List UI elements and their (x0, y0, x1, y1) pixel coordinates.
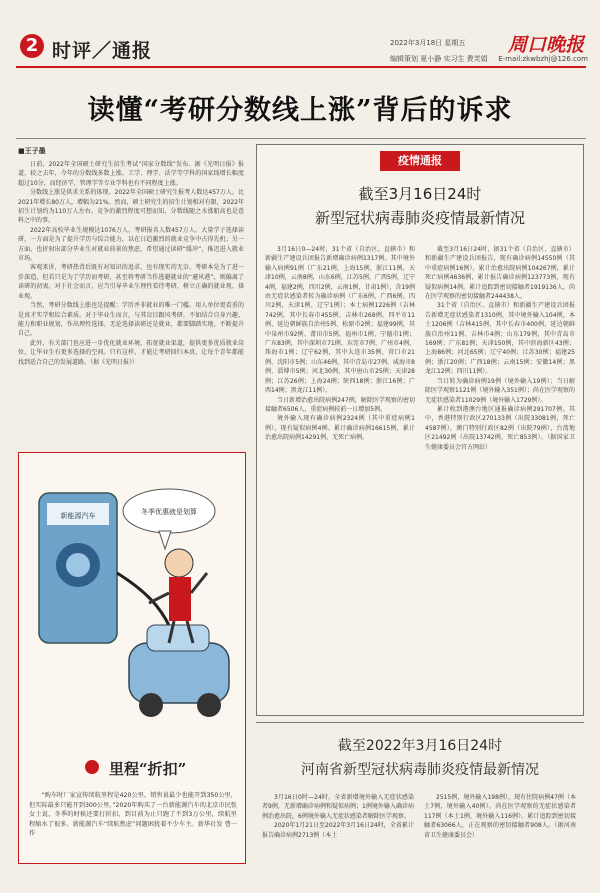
paragraph: 此外，有关部门也应进一步优化就业环境，拓宽就业渠道，提供更多优质就业岗位，让毕业生有更多选择的空间。只有这样，才能让考研回归本真，让每个青年都能找到适合自己的发展道路。（据《光明日报》） (18, 339, 244, 366)
charger-sign-text: 新能源汽车 (60, 512, 96, 520)
page-number-badge: 2 (20, 34, 44, 58)
cartoon-panel (18, 452, 246, 864)
notice-subtitle: 截至3月16日24时 (358, 185, 482, 203)
paragraph: 境外输入现有确诊病例2324例（其中重症病例1例），现有疑似病例4例。累计确诊病例16615例，累计治愈出院病例14291例，无死亡病例。 (265, 415, 415, 442)
section-title: 时评／通报 (52, 40, 153, 62)
paragraph: 当日转为确诊病例19例（境外输入19例）；当日解除医学观察1121例（境外输入351例）；尚在医学观察的无症状感染者11029例（境外输入1729例）。 (425, 377, 575, 404)
notice-badge: 疫情通报 (380, 151, 460, 171)
notice-title: 河南省新型冠状病毒肺炎疫情最新情况 (301, 762, 539, 778)
notice-column-left (262, 793, 414, 863)
editor-credits: 编辑策划 夏小静 实习生 费芙娟 (390, 55, 488, 63)
paragraph: 累计收到港澳台地区通报确诊病例291707例。其中，香港特别行政区270133例（出院33081例，死亡4587例），澳门特别行政区82例（出院79例），台湾地区21492例（出院13742例，死亡853例）。（据国家卫生健康委员会官方网站） (425, 405, 575, 451)
commentary-author: ■王子墨 (18, 147, 46, 155)
notice-subtitle: 截至2022年3月16日24时 (337, 738, 503, 754)
bullet-icon (85, 760, 99, 774)
contact-email: E-mail:zkwbzhj@126.com (498, 55, 588, 63)
headline-divider (16, 138, 586, 139)
paragraph: 31个省（自治区、直辖市）和新疆生产建设兵团报告新增无症状感染者1310例，其中境外输入104例，本土1206例（吉林415例，其中长春市400例、延边朝鲜族自治州11例、吉林市4例；山东179例，其中青岛市169例；广东81例；天津150例，其中滨海新区43例；上海86例；河北65例；辽宁40例；江苏30例；福建25例；浙江20例；广西18例；云南15例；安徽14例；黑龙江12例；四川11例）。 (425, 302, 575, 376)
paragraph: 3月16日0时—24时，全省新增境外输入无症状感染者9例，无新增确诊病例和疑似病例；1例境外输入确诊病例治愈出院，6例境外输入无症状感染者解除医学观察。 (262, 794, 414, 820)
cartoon-title: 里程“折扣” (109, 760, 187, 778)
issue-date: 2022年3月18日 星期五 (390, 39, 466, 47)
national-epidemic-notice (256, 144, 584, 716)
speech-bubble-text: 冬季优惠就是划算 (141, 508, 197, 516)
cartoon-illustration (19, 453, 245, 753)
main-headline: 读懂“考研分数线上涨”背后的诉求 (87, 95, 513, 126)
commentary-body (18, 160, 244, 446)
paragraph: 2022年高校毕业生规模达1076万人，考研报名人数457万人。大量学子选择读研，一方面是为了提升学历与综合能力，以在日趋激烈的就业竞争中占得先机；另一方面，也折射出部分毕业生对就业前景的焦虑，希望通过读研“缓冲”，推迟进入就业市场。 (18, 226, 244, 263)
paragraph: 3月16日0—24时，31个省（自治区、直辖市）和新疆生产建设兵团报告新增确诊病例1317例。其中境外输入病例91例（广东21例，上海15例，浙江11例，天津10例，云南8例，山东6例，江苏5例，广西5例，辽宁4例，福建2例，四川2例，云南1例，甘肃1例），含19例由无症状感染者转为确诊病例（广东6例，广西6例，四川2例，天津1例，辽宁1例）；本土病例1226例（吉林742例，其中长春市455例、吉林市268例、四平市11例、延边朝鲜族自治州5例、松原市2例；福建99例，其中泉州市92例、莆田市5例、福州市1例、宁德市1例；广东83例，其中深圳市71例、东莞市7例、广州市4例、珠海市1例；辽宁62例，其中大连市35例、营口市21例、沈阳市5例；山东46例，其中青岛市27例、威海市8例、淄博市5例；河北30例，其中唐山市25例；天津28例；江苏26例；上海24例；陕西18例；浙江16例；广西14例；黑龙江11例）。 (265, 246, 415, 395)
notice-column-right (424, 793, 576, 863)
paragraph: 分数线上涨是供求关系的体现。2022年全国硕士研究生报考人数达457万人，比2021年增长80万人，增幅为21%。然而，硕士研究生的招生计划相对有限，2022年招生计划约为110万人左右。竞争的激烈程度可想而知，分数线随之水涨船高也是意料之中的事。 (18, 189, 244, 225)
notice-column-right (425, 245, 575, 707)
paragraph: 当然，考研分数线上涨也是提醒：学历并非就业的唯一门槛。用人单位更看重的是真才实学和综合素质。对于毕业生而言，与其盲目跟风考研，不如结合自身兴趣、能力和职业规划，作出理性选择。无论选择读研还是就业，都要脚踏实地，不断提升自己。 (18, 302, 244, 338)
paragraph: 2020年1月21日至2022年3月16日24时，全省累计报告确诊病例2713例（本土 (262, 822, 414, 839)
paragraph: 日前，2022年全国硕士研究生招生考试“国家分数线”发布。据《光明日报》报道，较之去年，今年的分数线多数上涨，工学、理学、法学等学科的国家线增长幅度超过10分，而经济学、管理学等专业学科也有不同程度上涨。 (18, 161, 244, 187)
notice-column-left (265, 245, 415, 707)
cartoon-caption: “购车时厂家宣传续航里程是420公里，销售说最少也能开到350公里，但实际最多只能开到300公里。”2020年购买了一台新能源汽车的北京市民张女士说，冬季的时候还要打折扣，到目前为止只跑了不到3万公里，续航里程缩水了很多。新能源汽车“续航焦虑”问题困扰着不少车主。新华社发 曹一 作 (29, 792, 237, 838)
paragraph: 当日新增治愈出院病例247例，解除医学观察的密切接触者6506人，重症病例较前一日增加5例。 (265, 396, 415, 413)
henan-epidemic-notice (256, 722, 584, 864)
masthead (0, 0, 600, 70)
paragraph: 客观来讲，考研热背后既有对知识的追求，也有现实的无奈。考研本是为了进一步深造，但若只是为了学历而考研，甚至将考研当作逃避就业的“避风港”，则偏离了读研的初衷。对于社会而言，应当引导毕业生理性看待考研，树立正确的就业观、择业观。 (18, 264, 244, 300)
newspaper-logo: 周口晚报 (507, 34, 584, 56)
paragraph: 2515例，境外输入198例），现有住院病例47例（本土7例，境外输入40例）。尚在医学观察的无症状感染者117例（本土1例，境外输入116例）。累计追踪到密切接触者63066人，正在观察的密切接触者908人。（据河南省卫生健康委员会） (424, 794, 576, 839)
notice-title: 新型冠状病毒肺炎疫情最新情况 (314, 209, 525, 227)
header-divider (16, 66, 586, 68)
paragraph: 截至3月16日24时，据31个省（自治区、直辖市）和新疆生产建设兵团报告，现有确诊病例14550例（其中重症病例16例），累计治愈出院病例104267例，累计死亡病例4636例，累计报告确诊病例123773例，现有疑似病例14例。累计追踪到密切接触者1919136人，尚在医学观察的密切接触者244438人。 (425, 246, 575, 301)
